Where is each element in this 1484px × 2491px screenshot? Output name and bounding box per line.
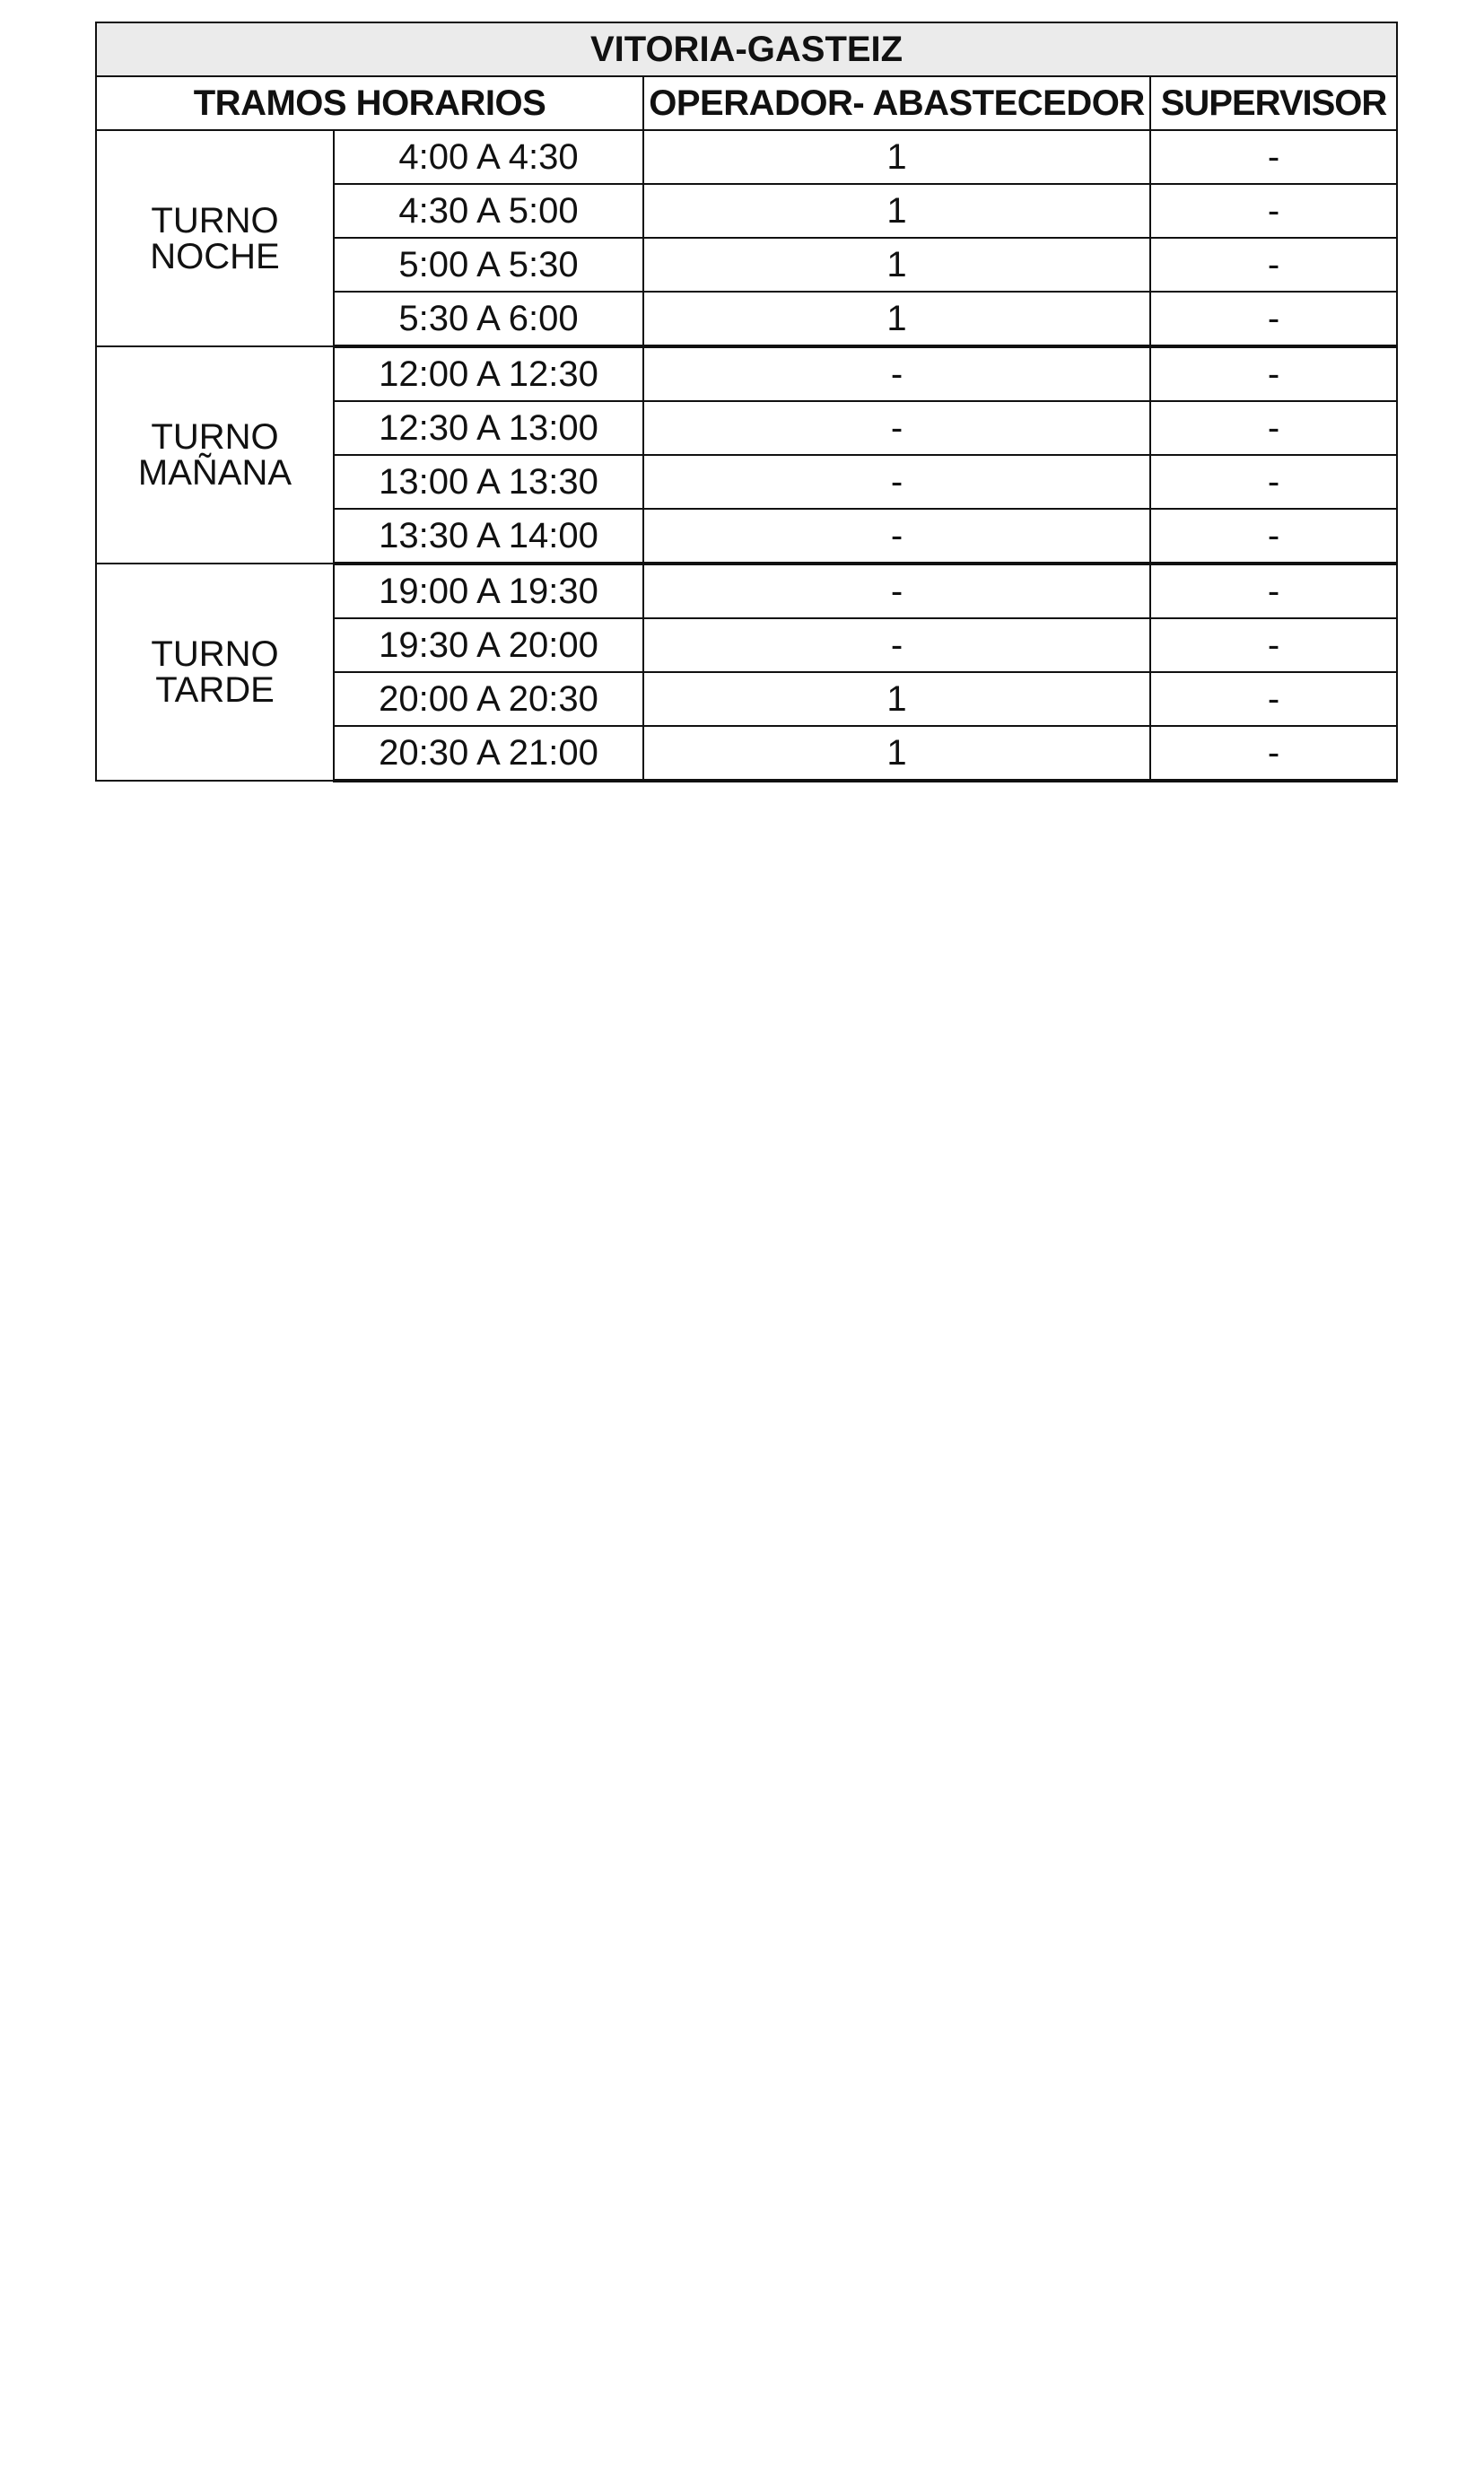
supervisor-cell: - xyxy=(1150,184,1397,238)
slot-cell: 5:00 A 5:30 xyxy=(334,238,643,292)
shift-label xyxy=(96,130,334,346)
shift-label-line2: TARDE xyxy=(155,670,275,710)
operador-cell: 1 xyxy=(643,184,1150,238)
shift-label xyxy=(96,564,334,781)
slot-cell: 19:30 A 20:00 xyxy=(334,618,643,672)
operador-cell: - xyxy=(643,401,1150,455)
supervisor-cell: - xyxy=(1150,401,1397,455)
operador-cell: 1 xyxy=(643,672,1150,726)
slot-cell: 5:30 A 6:00 xyxy=(334,292,643,346)
slot-cell: 12:00 A 12:30 xyxy=(334,346,643,401)
header-operador: OPERADOR- ABASTECEDOR xyxy=(643,76,1150,130)
shift-label-line1: TURNO xyxy=(151,417,279,457)
supervisor-cell: - xyxy=(1150,672,1397,726)
slot-cell: 20:00 A 20:30 xyxy=(334,672,643,726)
schedule-sheet xyxy=(95,22,1396,782)
supervisor-cell: - xyxy=(1150,130,1397,184)
supervisor-cell: - xyxy=(1150,726,1397,781)
operador-cell: - xyxy=(643,509,1150,564)
slot-cell: 4:30 A 5:00 xyxy=(334,184,643,238)
slot-cell: 20:30 A 21:00 xyxy=(334,726,643,781)
supervisor-cell: - xyxy=(1150,455,1397,509)
operador-cell: 1 xyxy=(643,238,1150,292)
shift-label-line2: MAÑANA xyxy=(137,453,292,493)
operador-cell: 1 xyxy=(643,130,1150,184)
supervisor-cell: - xyxy=(1150,509,1397,564)
operador-cell: 1 xyxy=(643,726,1150,781)
slot-cell: 13:30 A 14:00 xyxy=(334,509,643,564)
supervisor-cell: - xyxy=(1150,564,1397,618)
table-title: VITORIA-GASTEIZ xyxy=(96,22,1397,76)
supervisor-cell: - xyxy=(1150,346,1397,401)
header-row xyxy=(96,76,1397,130)
table-row xyxy=(96,564,1397,618)
shift-label xyxy=(96,346,334,564)
slot-cell: 19:00 A 19:30 xyxy=(334,564,643,618)
header-supervisor: SUPERVISOR xyxy=(1150,76,1397,130)
supervisor-cell: - xyxy=(1150,618,1397,672)
operador-cell: - xyxy=(643,346,1150,401)
operador-cell: 1 xyxy=(643,292,1150,346)
supervisor-cell: - xyxy=(1150,238,1397,292)
table-row xyxy=(96,346,1397,401)
schedule-table xyxy=(95,22,1398,782)
operador-cell: - xyxy=(643,618,1150,672)
header-tramos: TRAMOS HORARIOS xyxy=(96,76,643,130)
shift-label-line1: TURNO xyxy=(151,634,279,674)
shift-label-line1: TURNO xyxy=(151,200,279,240)
slot-cell: 13:00 A 13:30 xyxy=(334,455,643,509)
supervisor-cell: - xyxy=(1150,292,1397,346)
table-row xyxy=(96,130,1397,184)
operador-cell: - xyxy=(643,455,1150,509)
slot-cell: 12:30 A 13:00 xyxy=(334,401,643,455)
slot-cell: 4:00 A 4:30 xyxy=(334,130,643,184)
shift-label-line2: NOCHE xyxy=(150,236,280,276)
title-row xyxy=(96,22,1397,76)
operador-cell: - xyxy=(643,564,1150,618)
